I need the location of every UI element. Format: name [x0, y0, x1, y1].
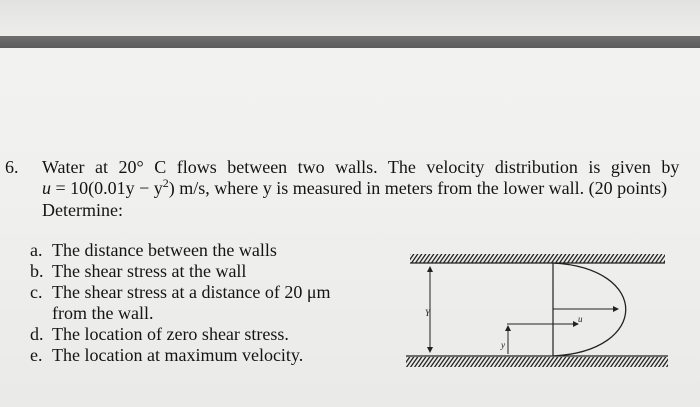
top-bar	[0, 36, 700, 48]
label-y: y	[501, 340, 505, 350]
item-text: from the wall.	[52, 303, 154, 323]
list-item	[30, 282, 331, 303]
item-text: The location of zero shear stress.	[52, 324, 289, 344]
lower-wall-hatch	[406, 357, 668, 367]
equation-body: = 10(0.01y − y	[51, 178, 163, 198]
item-text: The shear stress at a distance of 20 μm	[52, 282, 331, 302]
upper-wall-hatch	[410, 254, 665, 263]
list-item	[30, 345, 303, 366]
problem-line-1: Water at 20° C flows between two walls. The velocity distribution is given by	[42, 157, 680, 177]
equation-u: u	[42, 178, 51, 198]
item-label: c.	[30, 282, 43, 302]
item-label: e.	[30, 345, 43, 365]
item-label: d.	[30, 324, 44, 344]
equation-rest: ) m/s, where y is measured in meters from the lower wall. (20 points)	[168, 178, 668, 198]
problem-line-3: Determine:	[42, 200, 123, 220]
problem-line-2	[42, 178, 667, 199]
list-item	[30, 240, 277, 261]
equation-exponent: 2	[162, 176, 169, 190]
item-label: a.	[30, 240, 43, 260]
top-shade	[0, 0, 700, 36]
problem-number: 6.	[5, 157, 19, 177]
item-label: b.	[30, 261, 44, 281]
item-text: The shear stress at the wall	[52, 261, 247, 281]
list-item	[30, 324, 289, 345]
channel-flow-diagram	[400, 244, 685, 384]
list-item	[30, 261, 246, 282]
item-text: The location at maximum velocity.	[52, 345, 304, 365]
item-text: The distance between the walls	[52, 240, 277, 260]
label-u: u	[578, 314, 583, 324]
label-Y: Y	[425, 308, 431, 318]
list-item-continuation	[52, 303, 153, 324]
